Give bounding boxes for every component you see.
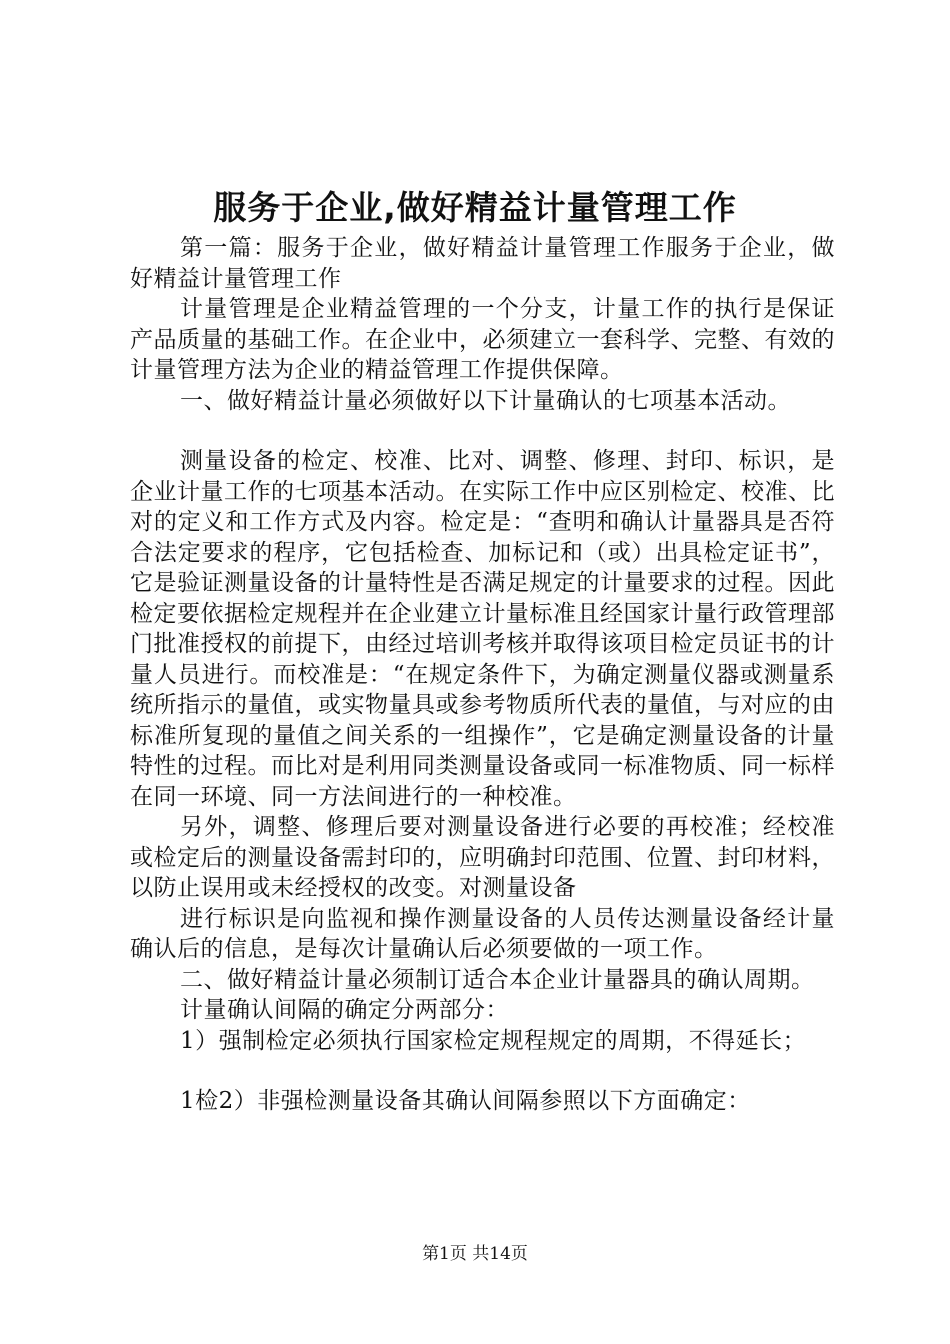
document-title: 服务于企业,做好精益计量管理工作 [213,188,737,227]
paragraph-intro: 第一篇：服务于企业，做好精益计量管理工作服务于企业，做好精益计量管理工作 [130,235,835,292]
section-heading-one: 一、做好精益计量必须做好以下计量确认的七项基本活动。 [180,387,791,414]
paragraph-adjustment: 另外，调整、修理后要对测量设备进行必要的再校准；经校准或检定后的测量设备需封印的，应明确封印范围、位置、封印材料，以防止误用或未经授权的改变。对测量设备 [130,814,835,901]
list-item-non-mandatory: 1检2）非强检测量设备其确认间隔参照以下方面确定： [180,1088,751,1114]
section-heading-two: 二、做好精益计量必须制订适合本企业计量器具的确认周期。 [180,966,815,993]
document-body [130,233,835,1117]
paragraph-seven-activities: 测量设备的检定、校准、比对、调整、修理、封印、标识，是企业计量工作的七项基本活动。在实际工作中应区别检定、校准、比对的定义和工作方式及内容。检定是：“查明和确认计量器具是否符合法定要求的程序，它包括检查、加标记和（或）出具检定证书”，它是验证测量设备的计量特性是否满足规定的计量要求的过程。因此检定要依据检定规程并在企业建立计量标准且经国家计量行政管理部门批准授权的前提下，由经过培训考核并取得该项目检定员证书的计量人员进行。而校准是：“在规定条件下，为确定测量仪器或测量系统所指示的量值，或实物量具或参考物质所代表的量值，与对应的由标准所复现的量值之间关系的一组操作”，它是确定测量设备的计量特性的过程。而比对是利用同类测量设备或同一标准物质、同一标样在同一环境、同一方法间进行的一种校准。 [130,448,835,810]
paragraph-identification: 进行标识是向监视和操作测量设备的人员传达测量设备经计量确认后的信息，是每次计量确认后必须要做的一项工作。 [130,905,835,962]
page-number-footer: 第1页 共14页 [422,1244,528,1264]
paragraph-interval-parts: 计量确认间隔的确定分两部分： [180,997,509,1023]
list-item-mandatory: 1）强制检定必须执行国家检定规程规定的周期，不得延长； [180,1027,807,1054]
paragraph-overview: 计量管理是企业精益管理的一个分支，计量工作的执行是保证产品质量的基础工作。在企业中，必须建立一套科学、完整、有效的计量管理方法为企业的精益管理工作提供保障。 [130,296,835,383]
